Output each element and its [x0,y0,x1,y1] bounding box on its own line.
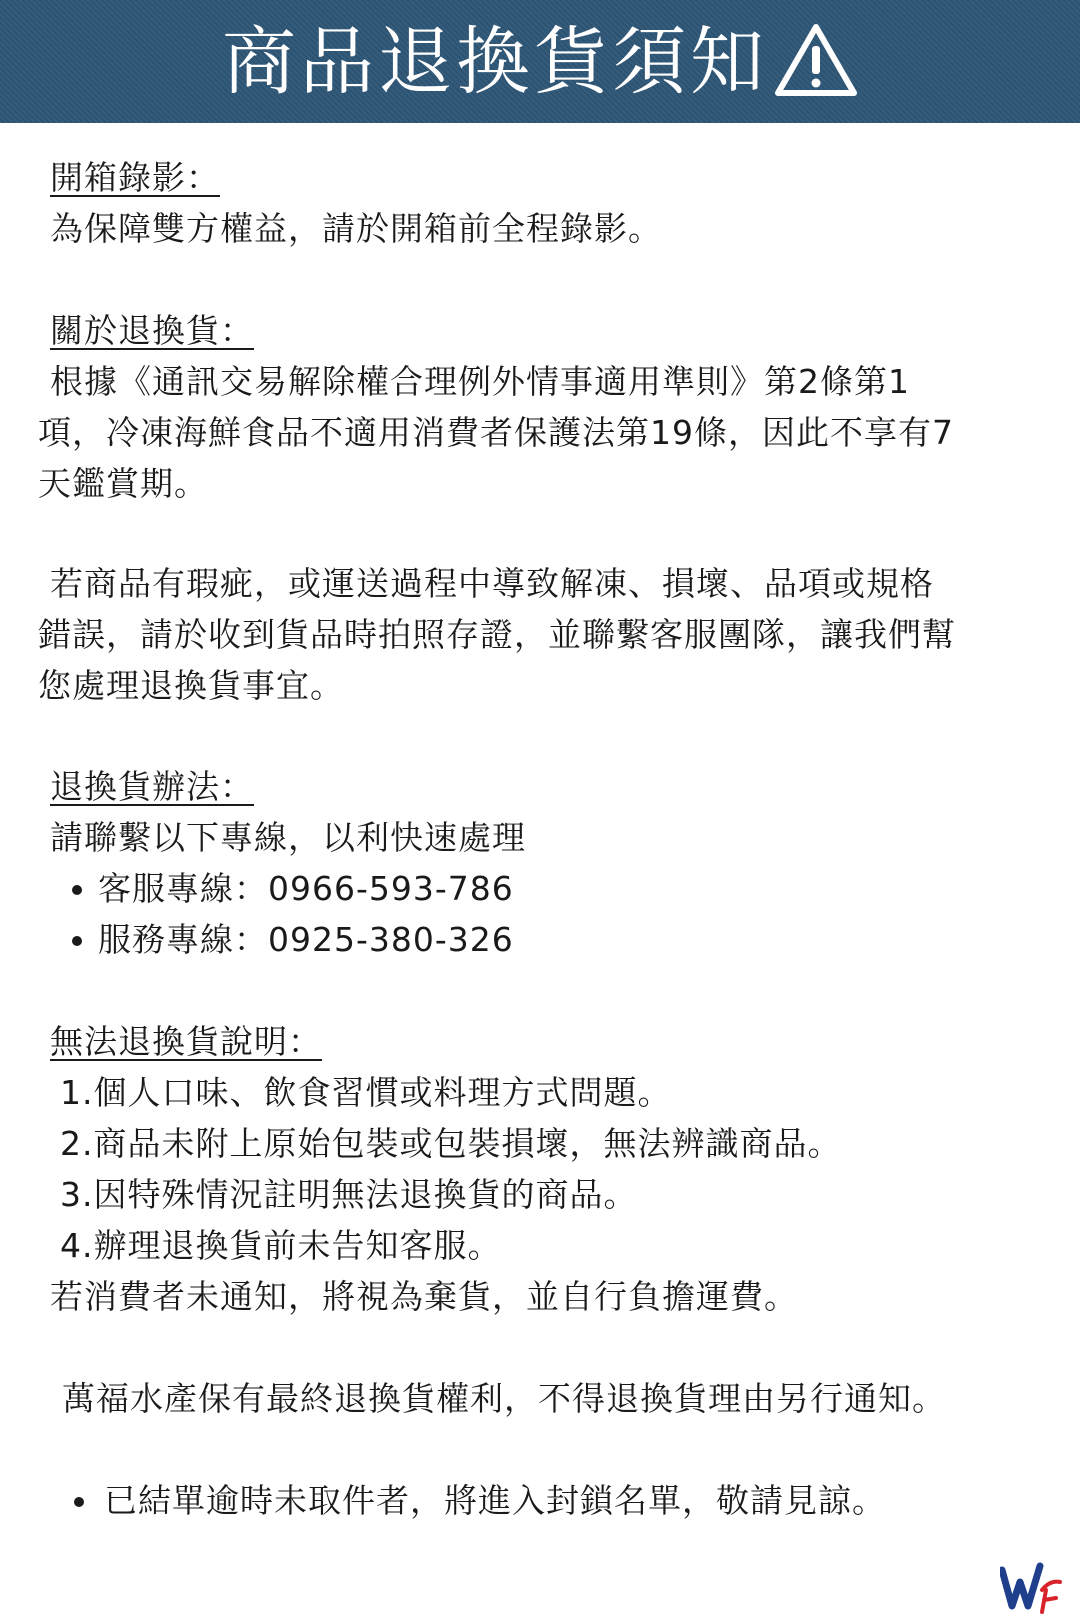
blacklist-notice: 已結單逾時未取件者，將進入封鎖名單，敬請見諒。 [104,1481,886,1520]
no-return-note: 若消費者未通知，將視為棄貨，並自行負擔運費。 [50,1277,798,1316]
bullet-icon [74,1497,84,1507]
about-returns-para1-line: 天鑑賞期。 [38,464,208,503]
service-line: 服務專線：0925-380-326 [98,920,514,959]
about-returns-para2-line: 錯誤，請於收到貨品時拍照存證，並聯繫客服團隊，讓我們幫 [38,615,956,654]
procedure-heading: 退換貨辦法： [50,767,254,806]
warning-triangle-icon [774,22,858,98]
no-return-item: 3.因特殊情況註明無法退換貨的商品。 [60,1175,638,1214]
about-returns-heading: 關於退換貨： [50,311,254,350]
no-return-item: 1.個人口味、飲食習慣或料理方式問題。 [60,1073,672,1112]
about-returns-para1-line: 項，冷凍海鮮食品不適用消費者保護法第19條，因此不享有7 [38,413,954,452]
no-return-heading: 無法退換貨說明： [50,1022,322,1061]
page-title: 商品退換貨須知 [222,18,768,105]
about-returns-para2-line: 您處理退換貨事宜。 [38,666,344,705]
about-returns-para1-line: 根據《通訊交易解除權合理例外情事適用準則》第2條第1 [50,362,910,401]
customer-service-line: 客服專線：0966-593-786 [98,869,514,908]
unboxing-heading: 開箱錄影： [50,158,220,197]
wf-logo-icon [1000,1560,1072,1616]
about-returns-para2-line: 若商品有瑕疵，或運送過程中導致解凍、損壞、品項或規格 [50,564,934,603]
bullet-icon [72,936,82,946]
no-return-item: 2.商品未附上原始包裝或包裝損壞，無法辨識商品。 [60,1124,842,1163]
rights-statement: 萬福水產保有最終退換貨權利，不得退換貨理由另行通知。 [62,1379,946,1418]
no-return-item: 4.辦理退換貨前未告知客服。 [60,1226,502,1265]
unboxing-text: 為保障雙方權益，請於開箱前全程錄影。 [50,209,662,248]
bullet-icon [72,885,82,895]
procedure-intro: 請聯繫以下專線，以利快速處理 [50,818,526,857]
title-banner [0,0,1080,123]
